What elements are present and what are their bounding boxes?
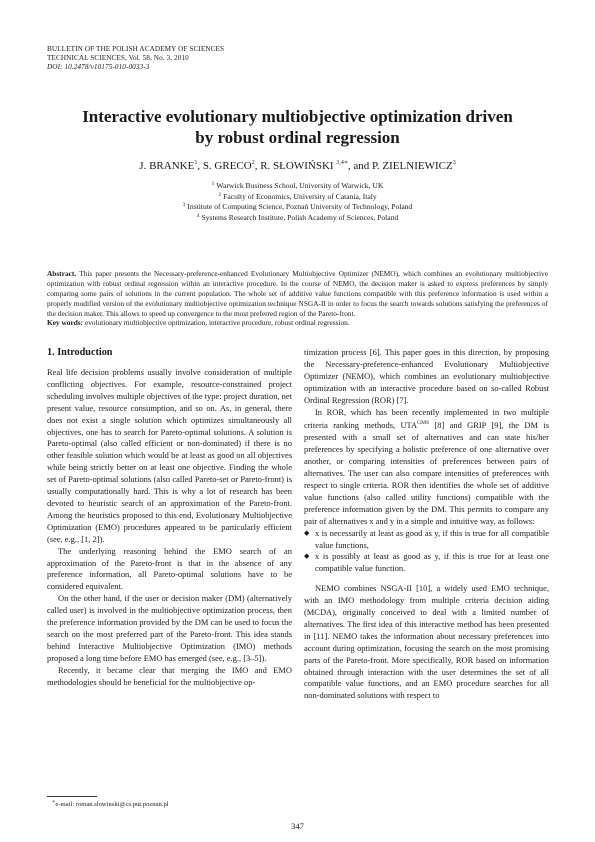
abstract [47,269,548,319]
author-zielniewicz: P. ZIELNIEWICZ [372,160,453,172]
affiliation-item: $^1$ Warwick Business School, University of Warwick, UK [211,181,384,190]
author-greco: S. GRECO [202,160,252,172]
author-list: J. BRANKE$^1$, S. GRECO$^2$, R. SŁOWIŃSKI $^{3,4∗}$, and P. ZIELNIEWICZ$^3$ [139,160,456,172]
paragraph: NEMO combines NSGA-II [10], a widely used EMO technique, with an IMO methodology from multiple criteria decision aiding (MCDA), originally conceived to deal with a limited number of alternatives. The first idea of this interactive method has been presented in [11]. NEMO takes the information about necessary preferences into account during optimization, focusing the search on the most promising parts of the Pareto-front. More specifically, ROR based on information obtained through interaction with the user determines the set of all compatible value functions, and an EMO procedure searches for all non-dominated solutions with respect to [304,583,549,701]
page-number: 347 [291,821,304,831]
footnote-divider [47,796,97,797]
author-sup: 3 [452,160,456,166]
paragraph: The underlying reasoning behind the EMO search of an approximation of the Pareto-front is that in the absence of any preference information, all Pareto-optimal solutions have to be considered equivalent. [47,545,292,592]
list-item: ◆ x is possibly at least as good as y, if this is true for at least one compatible value function. [304,551,549,574]
paragraph: timization process [6]. This paper goes in this direction, by proposing the Necessary-preference-enhanced Evolutionary Multiobjective Optimizer (NEMO), which combines an evolutionary multiobjective optimization with an interactive procedure based on so-called Robust Ordinal Regression (ROR) [7]. [304,347,549,405]
affiliation-item: $^2$ Faculty of Economics, University of Catania, Italy [218,191,377,201]
author-sup: 3,4∗ [336,160,348,166]
paragraph: Recently, it became clear that merging the IMO and EMO methodologies should be beneficial for the multiobjective op- [47,664,292,687]
author-branke: J. BRANKE [139,160,195,172]
right-column [304,347,549,702]
paragraph: On the other hand, if the user or decision maker (DM) (alternatively called user) is involved in the multiobjective optimization process, then the preference information provided by the DM can be used to focus the search on the most preferred part of the Pareto-front. This idea stands behind Interactive Multiobjective Optimization (IMO) methods proposed a long time before EMO has emerged (see, e.g., [3–5]). [47,593,292,663]
footnote-email[interactable]: e-mail: roman.slowinski@cs.put.poznan.pl [55,801,169,808]
paragraph: Real life decision problems usually involve consideration of multiple conflicting objectives. For example, resource-constrained project scheduling involves multiple objectives of the type: project duration, net present value, resource consumption, and so on. As, in general, there does not exist a single solution which optimizes simultaneously all objectives, one has to search for Pareto-optimal solutions. A solution is Pareto-optimal (also called efficient or non-dominated) if there is no other feasible solution which would be at least as good on all objectives while being strictly better on at least one objective. Finding the whole set of Pareto-optimal solutions (also called Pareto-set or Pareto-front) is usually computationally hard. This is why a lot of research has been devoted to heuristic search of an approximation of the Pareto-front. Among the heuristics proposed to this end, Evolutionary Multiobjective Optimization (EMO) procedures appeared to be particularly efficient (see, e.g., [1, 2]). [47,367,292,544]
left-column [47,346,292,688]
affiliation-item: $^3$ Institute of Computing Science, Poznań University of Technology, Poland [182,202,413,212]
footnote: ∗e-mail: roman.slowinski@cs.put.poznan.pl [52,800,169,808]
abstract-text: This paper presents the Necessary-preference-enhanced Evolutionary Multiobjective Optimizer (NEMO), which combines an evolutionary multiobjective optimization with robust ordinal regression within an interactive procedure. In the course of NEMO, the decision maker is asked to express preferences by simply comparing some pairs of solutions in the current population. The whole set of additive value functions compatible with this preference information is used within a properly modified version of the evolutionary multiobjective optimization technique NSGA-II in order to focus the search towards solutions satisfying the preferences of the decision maker. This allows to speed up convergence to the most preferred region of the Pareto-front. [47,269,548,318]
doi-link[interactable]: DOI: 10.2478/v10175-010-0033-3 [47,63,150,71]
bullet-icon: ◆ [304,528,310,537]
bullet-icon: ◆ [304,552,310,561]
list-item: ◆ x is necessarily at least as good as y, if this is true for all compatible value functions, [304,527,549,550]
paper-title [60,106,535,148]
journal-series: TECHNICAL SCIENCES, Vol. 58, No. 3, 2010 [47,54,189,62]
journal-name: BULLETIN OF THE POLISH ACADEMY OF SCIENCES [47,45,225,53]
author-sup: 2 [251,160,255,166]
affiliation-item: $^4$ Systems Research Institute, Polish Academy of Sciences, Poland [196,212,399,222]
title-line-2: by robust ordinal regression [195,128,400,147]
affiliations [60,180,535,222]
abstract-label: Abstract. [47,269,77,278]
keywords-label: Key words: [47,318,84,327]
section-heading: 1. Introduction [47,347,113,358]
paragraph: In ROR, which has been recently implemented in two multiple criteria ranking methods, $UTA^{GMS}$ [8] and GRIP [9], the DM is presented with a small set of alternatives and can state his/her preferences by specifying a holistic preference of one alternative over another, or comparing intensities of preferences between pairs of alternatives. The user can also compare intensities of preferences with respect to single criteria. ROR then identifies the whole set of additive value functions (also called utility functions) compatible with the preference information given by the DM. This permits to compare any pair of alternatives x and y in a simple and intuitive way, as follows: [304,406,549,526]
comparison-list [304,528,549,576]
author-slowinski: R. SŁOWIŃSKI [260,160,334,172]
keywords-text: evolutionary multiobjective optimization, interactive procedure, robust ordinal regression. [84,318,350,327]
title-line-1: Interactive evolutionary multiobjective optimization driven [82,107,513,126]
keywords [47,318,548,328]
journal-header [47,45,224,72]
author-and: and [353,160,370,172]
author-sup: 1 [194,160,198,166]
